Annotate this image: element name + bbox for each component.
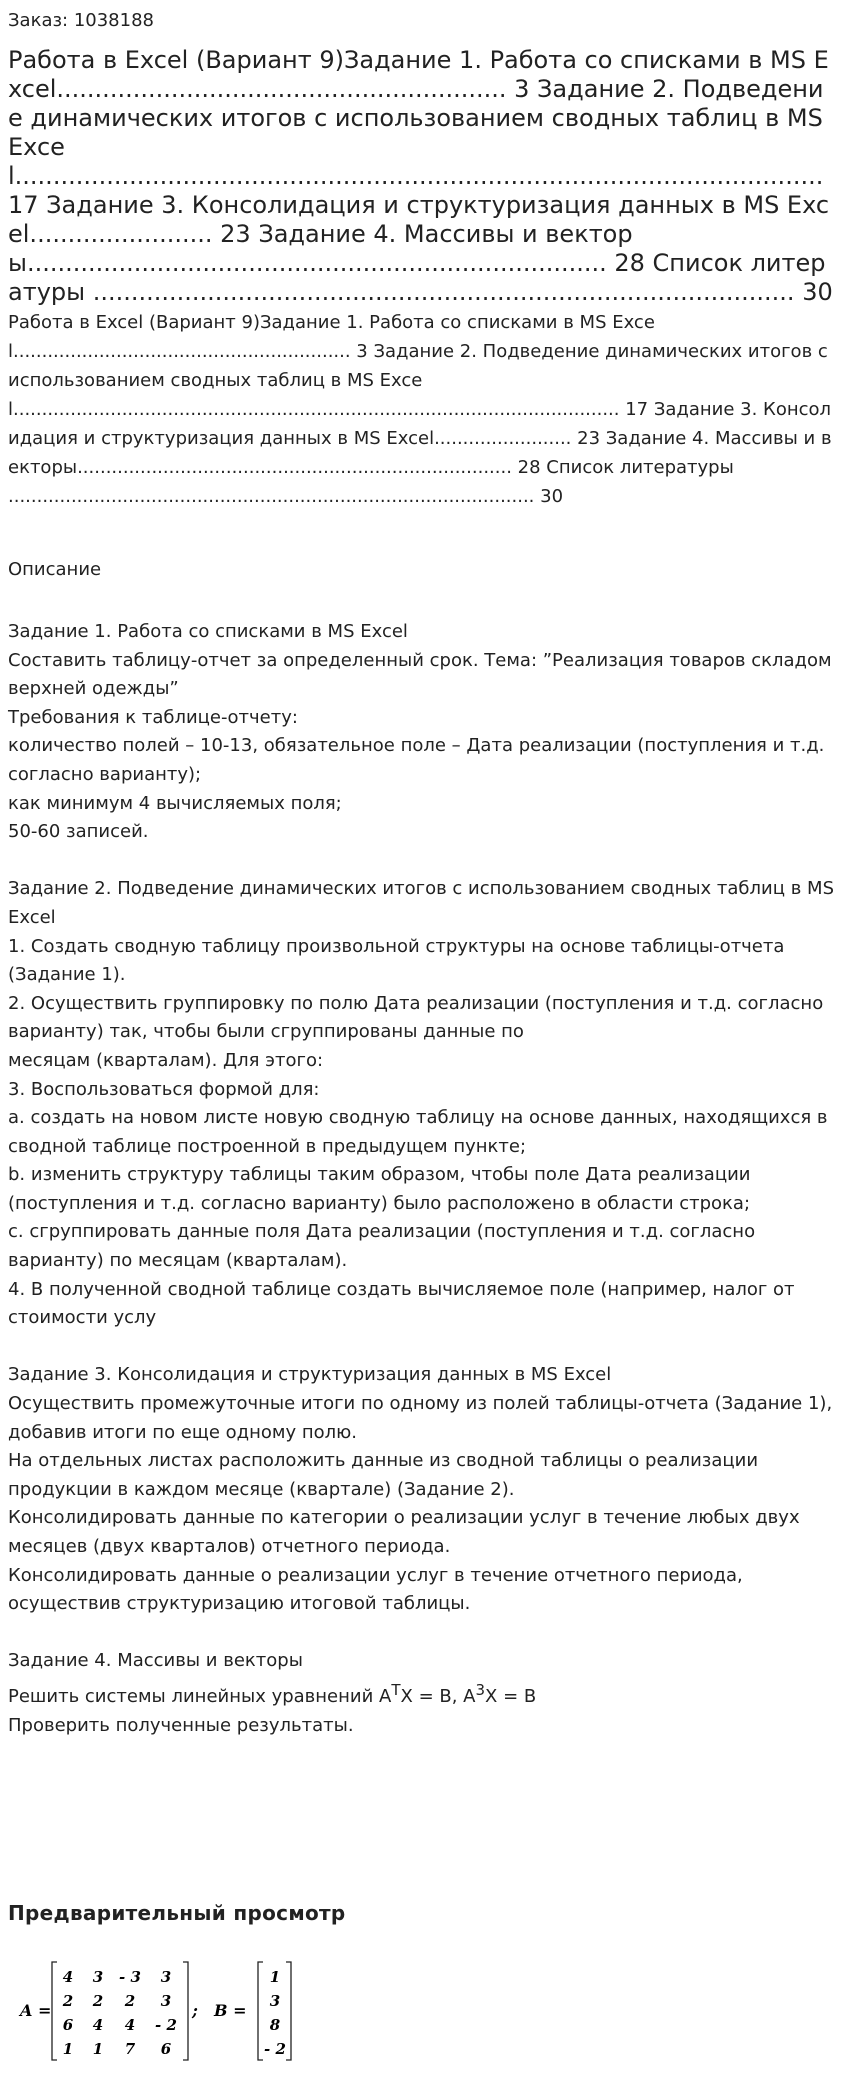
matrix-cell: - 3	[119, 1968, 141, 1986]
task1-line: 50-60 записей.	[8, 821, 149, 843]
table-of-contents-large: Работа в Excel (Вариант 9)Задание 1. Работа со списками в MS Excel........................................................... 3 Задание 2. Подведение динамических итогов с использованием сводных таблиц в MS Excel.......................................................................................................... 17 Задание 3. Консолидация и структуризация данных в MS Excel........................ 23 Задание 4. Массивы и векторы............................................................................ 28 Список литературы ............................................................................................ 30	[8, 46, 833, 306]
task2-line: 4. В полученной сводной таблице создать вычисляемое поле (например, налог от стоимости услу	[8, 1278, 795, 1329]
description-body	[8, 618, 840, 1740]
preview-title: Предварительный просмотр	[8, 1901, 346, 1925]
task2-line: 2. Осуществить группировку по полю Дата реализации (поступления и т.д. согласно варианту) так, чтобы были сгруппированы данные по	[8, 992, 824, 1043]
description-label: Описание	[8, 559, 102, 580]
matrix-a-label: A =	[20, 2001, 52, 2020]
equation-superscript: T	[391, 1680, 401, 1699]
matrix-cell: 3	[160, 1968, 172, 1986]
matrix-a-cells	[62, 1968, 177, 2058]
paragraph-gap	[8, 847, 840, 876]
task3-line: На отдельных листах расположить данные из сводной таблицы о реализации продукции в каждом месяце (квартале) (Задание 2).	[8, 1450, 759, 1500]
bracket-right	[183, 1962, 188, 2060]
task4-equation	[8, 1676, 840, 1712]
task2-line: b. изменить структуру таблицы таким образом, чтобы поле Дата реализации (поступления и т.д. согласно варианту) было расположено в области строка;	[8, 1164, 751, 1214]
matrix-separator: ;	[192, 2001, 198, 2020]
matrix-cell: 4	[124, 2016, 136, 2034]
matrix-cell: 8	[269, 2016, 281, 2034]
paragraph-gap	[8, 1619, 840, 1648]
task2-line: c. сгруппировать данные поля Дата реализации (поступления и т.д. согласно варианту) по месяцам (кварталам).	[8, 1221, 756, 1272]
matrix-cell: 3	[92, 1968, 104, 1986]
order-number: Заказ: 1038188	[8, 10, 154, 31]
matrix-cell: 6	[160, 2040, 172, 2058]
table-of-contents-small: Работа в Excel (Вариант 9)Задание 1. Работа со списками в MS Excel........................................................... 3 Задание 2. Подведение динамических итогов с использованием сводных таблиц в MS Excel.......................................................................................................... 17 Задание 3. Консолидация и структуризация данных в MS Excel........................ 23 Задание 4. Массивы и векторы............................................................................ 28 Список литературы ............................................................................................ 30	[8, 312, 832, 507]
matrix-cell: 3	[160, 1992, 172, 2010]
matrix-cell: 4	[62, 1968, 74, 1986]
matrix-cell: - 2	[155, 2016, 177, 2034]
task4-line: Проверить полученные результаты.	[8, 1714, 354, 1736]
task2-line: месяцам (кварталам). Для этого:	[8, 1049, 324, 1071]
matrix-cell: 1	[92, 2040, 104, 2058]
matrix-cell: 4	[92, 2016, 104, 2034]
equation-superscript: 3	[475, 1680, 486, 1699]
paragraph-gap	[8, 1333, 840, 1362]
matrix-cell: 7	[124, 2040, 136, 2058]
task2-line: a. создать на новом листе новую сводную таблицу на основе данных, находящихся в сводной таблице построенной в предыдущем пункте;	[8, 1107, 828, 1157]
task1-line: количество полей – 10-13, обязательное поле – Дата реализации (поступления и т.д. согласно варианту);	[8, 735, 825, 785]
task2-title: Задание 2. Подведение динамических итогов с использованием сводных таблиц в MS Excel	[8, 878, 834, 928]
equation-part: Решить системы линейных уравнений A	[8, 1685, 392, 1707]
matrix-b-label: B =	[214, 2001, 247, 2020]
matrix-image	[14, 1952, 314, 2070]
matrix-cell: 2	[62, 1992, 74, 2010]
task2-line: 3. Воспользоваться формой для:	[8, 1078, 320, 1100]
task1-title: Задание 1. Работа со списками в MS Excel	[8, 621, 408, 642]
matrix-cell: 2	[124, 1992, 136, 2010]
matrix-cell: 1	[62, 2040, 74, 2058]
task4-title: Задание 4. Массивы и векторы	[8, 1650, 303, 1672]
task1-line: Требования к таблице-отчету:	[8, 706, 298, 728]
matrix-cell: - 2	[264, 2040, 286, 2058]
equation-part: X = B, A	[400, 1685, 476, 1707]
bracket-right	[286, 1962, 291, 2060]
task2-line: 1. Создать сводную таблицу произвольной структуры на основе таблицы-отчета (Задание 1).	[8, 935, 785, 986]
task3-line: Консолидировать данные по категории о реализации услуг в течение любых двух месяцев (двух кварталов) отчетного периода.	[8, 1507, 800, 1557]
equation-part: X = B	[485, 1685, 537, 1707]
matrix-cell: 1	[269, 1968, 281, 1986]
task1-line: Составить таблицу-отчет за определенный срок. Тема: ”Реализация товаров складом верхней одежды”	[8, 649, 832, 700]
task3-line: Консолидировать данные о реализации услуг в течение отчетного периода, осуществив структуризацию итоговой таблицы.	[8, 1564, 743, 1615]
task3-line: Осуществить промежуточные итоги по одному из полей таблицы-отчета (Задание 1), добавив итоги по еще одному полю.	[8, 1393, 833, 1443]
task1-line: как минимум 4 вычисляемых поля;	[8, 792, 342, 814]
bracket-left	[52, 1962, 57, 2060]
matrix-svg	[14, 1952, 314, 2070]
task3-title: Задание 3. Консолидация и структуризация данных в MS Excel	[8, 1364, 612, 1386]
bracket-left	[258, 1962, 263, 2060]
matrix-cell: 6	[62, 2016, 74, 2034]
matrix-cell: 2	[92, 1992, 104, 2010]
matrix-cell: 3	[269, 1992, 281, 2010]
